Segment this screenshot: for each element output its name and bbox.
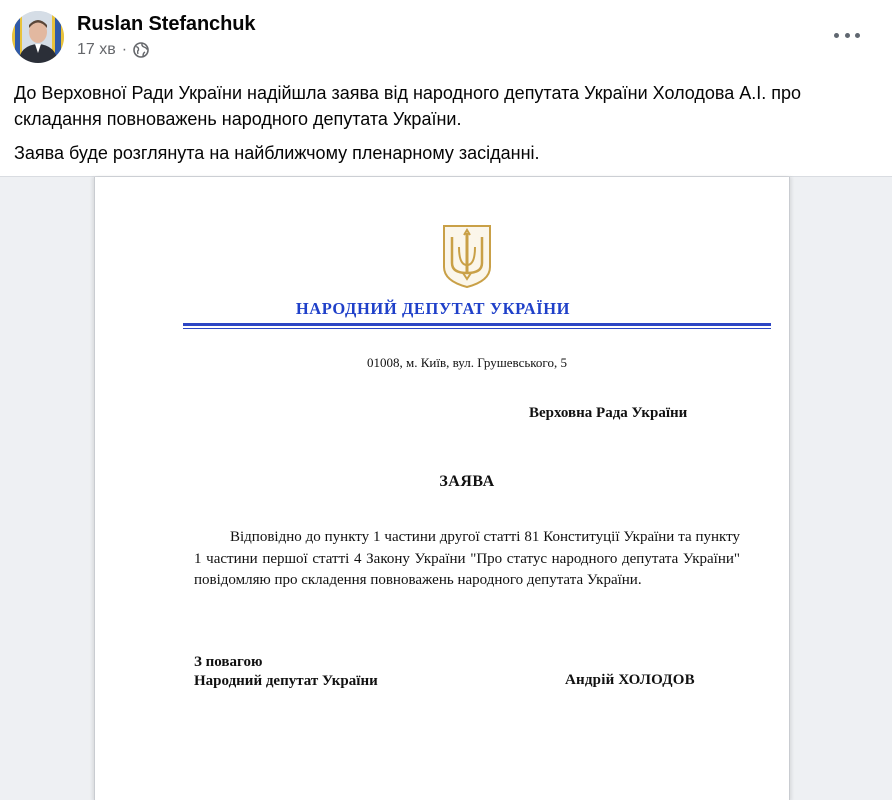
more-options-icon[interactable] [834,26,860,44]
document-recipient: Верховна Рада України [529,405,688,421]
meta-separator: · [121,41,128,58]
avatar-image-icon [12,11,64,63]
post-author[interactable]: Ruslan Stefanchuk [77,13,256,35]
post-paragraph-2: Заява буде розглянута на найближчому пленарному засіданні. [14,143,540,163]
document-closing [194,653,378,691]
closing-position: Народний депутат України [194,673,378,689]
heading-rule-thin [183,328,771,329]
document-signer: Андрій ХОЛОДОВ [565,672,695,688]
post-header [0,0,892,70]
document-body: Відповідно до пункту 1 частини другої статті 81 Конституції України та пункту 1 частини першої статті 4 Закону України "Про статус народного депутата України" повідомляю про складення повноважень народного депутата України. [194,529,740,588]
document-title: ЗАЯВА [439,473,495,490]
document-page [94,177,790,800]
document-address: 01008, м. Київ, вул. Грушевського, 5 [367,355,567,370]
document-heading: НАРОДНИЙ ДЕПУТАТ УКРАЇНИ [295,299,571,318]
heading-rule-thick [183,323,771,326]
globe-icon [133,42,149,58]
closing-regards: З повагою [194,654,263,670]
post-text [14,80,884,166]
attached-document-image[interactable] [0,176,892,800]
trident-emblem-icon [441,223,493,289]
avatar[interactable] [12,11,64,63]
post-time[interactable]: 17 хв [77,41,116,58]
post-meta [77,41,149,59]
post-paragraph-1: До Верховної Ради України надійшла заява від народного депутата України Холодова А.І. про складання повноважень народного депутата України. [14,83,802,129]
